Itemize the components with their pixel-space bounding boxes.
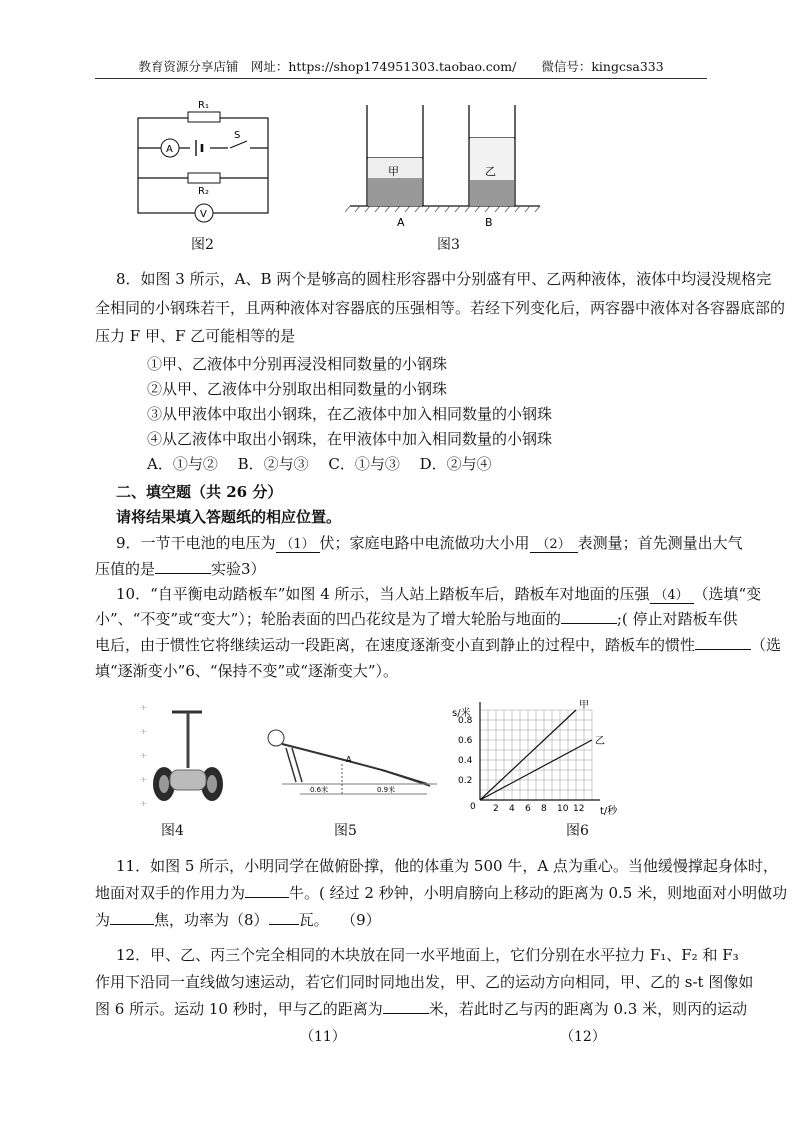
q11-blank-7: [245, 897, 289, 898]
r2-label: R₂: [198, 186, 209, 197]
series-label-1: 甲: [579, 700, 589, 711]
q8-line-2: 全相同的小钢珠若干，且两种液体对容器底的压强相等。若经下列变化后，两容器中液体对各容器底部的: [95, 299, 786, 317]
q9-text-3: 表测量；首先测量出大气: [577, 534, 743, 552]
q9-line-1: [116, 532, 743, 553]
q11-line-1: 11．如图 5 所示，小明同学在做俯卧撑，他的体重为 500 牛，A 点为重心。当他缓慢撑起身体时，: [116, 857, 778, 875]
q10-line-3: [95, 634, 781, 655]
q11-text-4: 焦，功率为（8）: [154, 911, 269, 929]
liquid-b-label: 乙: [485, 165, 496, 178]
header-rule: [95, 78, 707, 79]
series-label-2: 乙: [595, 736, 605, 747]
footer-blank-12: （12）: [560, 1029, 606, 1045]
section-title: 二、填空题（共 26 分）: [116, 483, 283, 501]
q11-blank-9: [110, 924, 154, 925]
q11-line-3: [95, 909, 381, 930]
svg-text:+: +: [140, 799, 147, 808]
q10-text-2: （选填“变: [693, 585, 762, 603]
q11-text-1: 地面对双手的作用力为: [95, 884, 246, 902]
q9-text-5: 实验3）: [211, 560, 266, 578]
q12-text-1: 图 6 所示。运动 10 秒时，甲与乙的距离为: [95, 1000, 383, 1018]
svg-text:+: +: [140, 775, 147, 784]
q11-text-5: 瓦。: [298, 911, 329, 929]
figure-4-caption: 图4: [161, 823, 184, 839]
x-tick-label: 4: [509, 804, 515, 814]
x-tick-label: 10: [557, 804, 569, 814]
q11-text-6: （9）: [348, 911, 381, 929]
x-tick-label: 6: [525, 804, 531, 814]
q11-blank-8: [269, 924, 299, 925]
q10-blank-5: [561, 623, 617, 624]
q8-choices: A．①与② B．②与③ C．①与③ D．②与④: [147, 455, 492, 473]
x-tick-label: 12: [573, 804, 585, 814]
q10-text-6: （选: [751, 636, 782, 654]
q8-option-4: ④从乙液体中取出小钢珠，在甲液体中加入相同数量的小钢珠: [147, 430, 553, 448]
svg-text:+: +: [140, 703, 147, 712]
page-header: 教育资源分享店铺 网址：https://shop174951303.taobao.com/ 微信号：kingcsa333: [138, 59, 664, 74]
q9-text-1: 9．一节干电池的电压为: [116, 534, 276, 552]
y-tick-label: 0.6: [458, 736, 473, 746]
figure-3-containers: [345, 100, 545, 230]
figure-6-caption: 图6: [566, 823, 589, 839]
q10-line-2: [95, 608, 738, 629]
q9-blank-3: [155, 573, 211, 574]
q10-blank-6: [695, 649, 751, 650]
section-instruction: 请将结果填入答题纸的相应位置。: [116, 508, 342, 526]
q11-text-3: 为: [95, 911, 111, 929]
q8-option-1: ①甲、乙液体中分别再浸没相同数量的小钢珠: [147, 355, 448, 373]
q9-blank-2: （2）: [530, 533, 578, 553]
r1-label: R₁: [198, 100, 209, 111]
q10-text-5: 电后，由于惯性它将继续运动一段距离，在速度逐渐变小直到静止的过程中，踏板车的惯性: [95, 636, 696, 654]
q8-line-1: 8．如图 3 所示，A、B 两个是够高的圆柱形容器中分别盛有甲、乙两种液体，液体中均浸没规格完: [116, 270, 772, 288]
q10-text-1: 10．“自平衡电动踏板车”如图 4 所示，当人站上踏板车后，踏板车对地面的压强: [116, 585, 650, 603]
x-axis-label: t/秒: [600, 806, 618, 817]
figure-5-pushup: [262, 712, 442, 802]
q12-text-2: 米，若此时乙与丙的距离为 0.3 米，则丙的运动: [428, 1000, 748, 1018]
q8-option-3: ③从甲液体中取出小钢珠，在乙液体中加入相同数量的小钢珠: [147, 405, 553, 423]
figure-2-caption: 图2: [191, 237, 214, 253]
distance-2-label: 0.9米: [377, 786, 396, 794]
figure-4-scooter: [140, 700, 235, 820]
q9-blank-1: （1）: [276, 533, 320, 553]
y-tick-label: 0.8: [458, 716, 473, 726]
figure-5-caption: 图5: [334, 823, 357, 839]
q9-text-4: 压值的是: [95, 560, 156, 578]
ammeter-label: A: [166, 144, 173, 155]
figure-6-chart: [450, 700, 640, 820]
y-tick-label: 0.2: [458, 776, 473, 786]
switch-label: S: [234, 130, 241, 141]
svg-text:+: +: [140, 751, 147, 760]
footer-blank-11: （11）: [300, 1029, 346, 1045]
origin-label: 0: [470, 802, 476, 812]
figure-2-circuit: [130, 98, 280, 223]
svg-text:+: +: [140, 727, 147, 736]
y-tick-label: 0.4: [458, 756, 473, 766]
x-tick-label: 2: [493, 804, 499, 814]
figure-3-caption: 图3: [437, 237, 460, 253]
distance-1-label: 0.6米: [310, 786, 329, 794]
q8-option-2: ②从甲、乙液体中分别取出相同数量的小钢珠: [147, 380, 448, 398]
q12-line-3: [95, 998, 747, 1019]
q11-text-2: 牛。( 经过 2 秒钟，小明肩膀向上移动的距离为 0.5 米，则地面对小明做功: [289, 884, 788, 902]
q12-line-1: 12．甲、乙、丙三个完全相同的木块放在同一水平地面上，它们分别在水平拉力 F₁、F₂ 和 F₃: [116, 946, 739, 964]
q10-blank-4: （4）: [650, 584, 694, 604]
q10-line-1: [116, 583, 761, 604]
q10-text-4: ;( 停止对踏板车供: [616, 610, 738, 628]
q8-line-3: 压力 F 甲、F 乙可能相等的是: [95, 327, 296, 345]
q10-text-3: 小”、“不变”或“变大”）；轮胎表面的凹凸花纹是为了增大轮胎与地面的: [95, 610, 561, 628]
q10-line-4: 填“逐渐变小”6、“保持不变”或“逐渐变大”）。: [95, 662, 399, 680]
q12-blank-11: [383, 1013, 429, 1014]
liquid-a-label: 甲: [388, 165, 399, 178]
q12-line-2: 作用下沿同一直线做匀速运动，若它们同时同地出发，甲、乙的运动方向相同，甲、乙的 s-t 图像如: [95, 973, 754, 991]
voltmeter-label: V: [200, 209, 207, 220]
container-b-label: B: [485, 216, 493, 229]
centre-of-gravity-label: A: [346, 755, 352, 764]
q11-line-2: [95, 882, 787, 903]
q9-line-2: [95, 558, 266, 579]
container-a-label: A: [397, 216, 405, 229]
x-tick-label: 8: [541, 804, 547, 814]
y-axis-label: s/米: [452, 708, 471, 719]
q9-text-2: 伏；家庭电路中电流做功大小用: [319, 534, 530, 552]
